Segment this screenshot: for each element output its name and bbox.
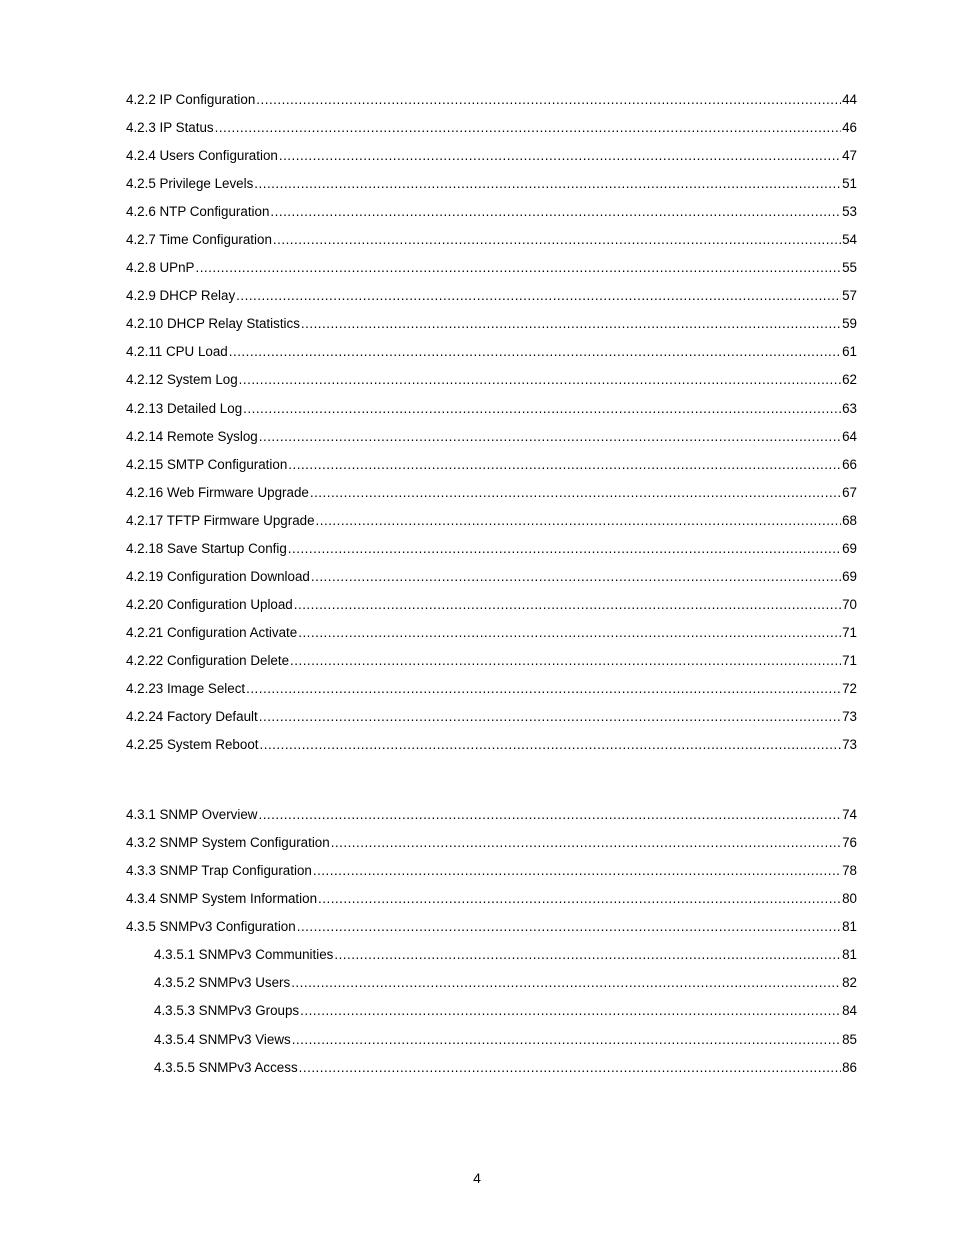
toc-entry[interactable] [126, 457, 857, 485]
toc-entry[interactable] [126, 891, 857, 919]
toc-entry[interactable] [126, 148, 857, 176]
toc-entry-page: 51 [842, 176, 857, 192]
toc-dot-leader [259, 429, 841, 444]
toc-dot-leader [215, 120, 841, 135]
toc-entry-page: 55 [842, 260, 857, 276]
table-of-contents [126, 92, 857, 1088]
toc-section [126, 92, 857, 765]
toc-entry[interactable] [126, 176, 857, 204]
toc-entry-page: 64 [842, 428, 857, 444]
toc-entry-title: 4.2.5 Privilege Levels [126, 176, 254, 192]
toc-entry-title: 4.2.11 CPU Load [126, 344, 228, 360]
toc-dot-leader [299, 1060, 841, 1075]
toc-dot-leader [298, 625, 841, 640]
toc-entry[interactable] [126, 947, 857, 975]
toc-dot-leader [236, 288, 841, 303]
toc-entry-page: 73 [842, 709, 857, 725]
toc-entry-page: 73 [842, 737, 857, 753]
toc-entry[interactable] [126, 569, 857, 597]
toc-entry[interactable] [126, 260, 857, 288]
toc-dot-leader [311, 569, 841, 584]
toc-entry-title: 4.3.5.5 SNMPv3 Access [154, 1059, 298, 1075]
toc-entry-title: 4.2.22 Configuration Delete [126, 652, 290, 668]
toc-entry-title: 4.2.12 System Log [126, 372, 238, 388]
toc-entry-title: 4.2.19 Configuration Download [126, 568, 310, 584]
toc-entry-page: 72 [842, 680, 857, 696]
toc-entry[interactable] [126, 709, 857, 737]
toc-entry-page: 67 [842, 484, 857, 500]
toc-entry-page: 53 [842, 204, 857, 220]
toc-entry-page: 59 [842, 316, 857, 332]
toc-entry-title: 4.2.6 NTP Configuration [126, 204, 270, 220]
toc-entry-page: 81 [842, 919, 857, 935]
toc-dot-leader [318, 891, 841, 906]
toc-dot-leader [316, 513, 842, 528]
toc-dot-leader [243, 401, 841, 416]
toc-dot-leader [334, 947, 841, 962]
toc-dot-leader [279, 148, 841, 163]
toc-entry[interactable] [126, 737, 857, 765]
toc-dot-leader [292, 1032, 841, 1047]
toc-entry-title: 4.3.5.2 SNMPv3 Users [154, 975, 291, 991]
toc-dot-leader [297, 919, 841, 934]
toc-dot-leader [288, 457, 841, 472]
toc-dot-leader [270, 204, 841, 219]
toc-entry-title: 4.2.9 DHCP Relay [126, 288, 236, 304]
toc-entry-page: 71 [842, 652, 857, 668]
toc-dot-leader [246, 681, 841, 696]
toc-entry-page: 76 [842, 835, 857, 851]
toc-entry-title: 4.3.3 SNMP Trap Configuration [126, 863, 312, 879]
toc-entry-page: 69 [842, 568, 857, 584]
toc-entry-title: 4.2.25 System Reboot [126, 737, 259, 753]
toc-entry-page: 86 [842, 1059, 857, 1075]
toc-entry-title: 4.3.2 SNMP System Configuration [126, 835, 330, 851]
toc-dot-leader [301, 316, 841, 331]
toc-entry[interactable] [126, 807, 857, 835]
toc-entry[interactable] [126, 1060, 857, 1088]
toc-dot-leader [291, 975, 841, 990]
toc-entry-title: 4.2.10 DHCP Relay Statistics [126, 316, 300, 332]
toc-entry[interactable] [126, 485, 857, 513]
toc-entry-title: 4.2.16 Web Firmware Upgrade [126, 484, 309, 500]
toc-entry-page: 61 [842, 344, 857, 360]
toc-entry-page: 66 [842, 456, 857, 472]
toc-entry-title: 4.2.21 Configuration Activate [126, 624, 298, 640]
toc-entry-title: 4.2.3 IP Status [126, 120, 214, 136]
toc-entry-title: 4.2.15 SMTP Configuration [126, 456, 288, 472]
toc-entry[interactable] [126, 344, 857, 372]
toc-entry[interactable] [126, 919, 857, 947]
toc-dot-leader [290, 653, 841, 668]
toc-entry-page: 80 [842, 891, 857, 907]
toc-entry-page: 85 [842, 1031, 857, 1047]
toc-entry-title: 4.2.17 TFTP Firmware Upgrade [126, 512, 315, 528]
toc-entry-page: 71 [842, 624, 857, 640]
toc-dot-leader [254, 176, 841, 191]
toc-entry[interactable] [126, 316, 857, 344]
toc-entry-page: 74 [842, 807, 857, 823]
toc-entry-page: 44 [842, 92, 857, 107]
toc-entry-page: 68 [842, 512, 857, 528]
toc-entry-page: 62 [842, 372, 857, 388]
toc-section [126, 807, 857, 1087]
toc-entry-page: 57 [842, 288, 857, 304]
toc-dot-leader [258, 807, 841, 822]
toc-entry[interactable] [126, 1003, 857, 1031]
toc-dot-leader [229, 344, 841, 359]
toc-entry[interactable] [126, 204, 857, 232]
toc-dot-leader [239, 372, 841, 387]
toc-entry[interactable] [126, 1032, 857, 1060]
toc-entry-title: 4.2.14 Remote Syslog [126, 428, 258, 444]
toc-entry[interactable] [126, 288, 857, 316]
toc-entry-title: 4.2.23 Image Select [126, 680, 246, 696]
toc-entry-title: 4.2.13 Detailed Log [126, 400, 243, 416]
toc-entry[interactable] [126, 597, 857, 625]
toc-entry[interactable] [126, 372, 857, 400]
toc-entry-page: 69 [842, 540, 857, 556]
toc-entry-title: 4.3.1 SNMP Overview [126, 807, 258, 823]
toc-entry-page: 78 [842, 863, 857, 879]
toc-entry-page: 46 [842, 120, 857, 136]
toc-dot-leader [310, 485, 841, 500]
toc-entry-title: 4.3.5.3 SNMPv3 Groups [154, 1003, 300, 1019]
toc-entry-title: 4.2.24 Factory Default [126, 709, 258, 725]
toc-entry-title: 4.2.8 UPnP [126, 260, 195, 276]
toc-entry[interactable] [126, 863, 857, 891]
toc-dot-leader [259, 709, 841, 724]
toc-entry[interactable] [126, 625, 857, 653]
toc-entry-page: 54 [842, 232, 857, 248]
toc-entry-page: 82 [842, 975, 857, 991]
toc-entry-page: 47 [842, 148, 857, 164]
toc-dot-leader [331, 835, 841, 850]
toc-entry[interactable] [126, 975, 857, 1003]
toc-entry[interactable] [126, 653, 857, 681]
toc-entry[interactable] [126, 513, 857, 541]
toc-entry[interactable] [126, 835, 857, 863]
toc-entry[interactable] [126, 120, 857, 148]
toc-dot-leader [260, 737, 842, 752]
toc-entry[interactable] [126, 681, 857, 709]
toc-entry-title: 4.3.5 SNMPv3 Configuration [126, 919, 296, 935]
toc-entry-page: 70 [842, 596, 857, 612]
toc-entry-title: 4.3.4 SNMP System Information [126, 891, 318, 907]
toc-dot-leader [273, 232, 841, 247]
toc-entry[interactable] [126, 429, 857, 457]
toc-entry-title: 4.2.2 IP Configuration [126, 92, 256, 107]
toc-entry[interactable] [126, 401, 857, 429]
toc-entry-title: 4.3.5.1 SNMPv3 Communities [154, 947, 334, 963]
toc-entry-page: 81 [842, 947, 857, 963]
toc-dot-leader [294, 597, 841, 612]
toc-entry[interactable] [126, 232, 857, 260]
toc-entry-title: 4.3.5.4 SNMPv3 Views [154, 1031, 291, 1047]
toc-dot-leader [300, 1003, 841, 1018]
toc-entry-page: 63 [842, 400, 857, 416]
toc-entry-title: 4.2.4 Users Configuration [126, 148, 278, 164]
toc-dot-leader [313, 863, 841, 878]
toc-entry-page: 84 [842, 1003, 857, 1019]
toc-entry[interactable] [126, 541, 857, 569]
toc-entry[interactable] [126, 92, 857, 120]
toc-entry-title: 4.2.7 Time Configuration [126, 232, 272, 248]
toc-entry-title: 4.2.20 Configuration Upload [126, 596, 293, 612]
toc-dot-leader [288, 541, 841, 556]
toc-entry-title: 4.2.18 Save Startup Config [126, 540, 287, 556]
toc-dot-leader [256, 92, 841, 107]
toc-dot-leader [195, 260, 841, 275]
page-number: 4 [473, 1170, 481, 1186]
